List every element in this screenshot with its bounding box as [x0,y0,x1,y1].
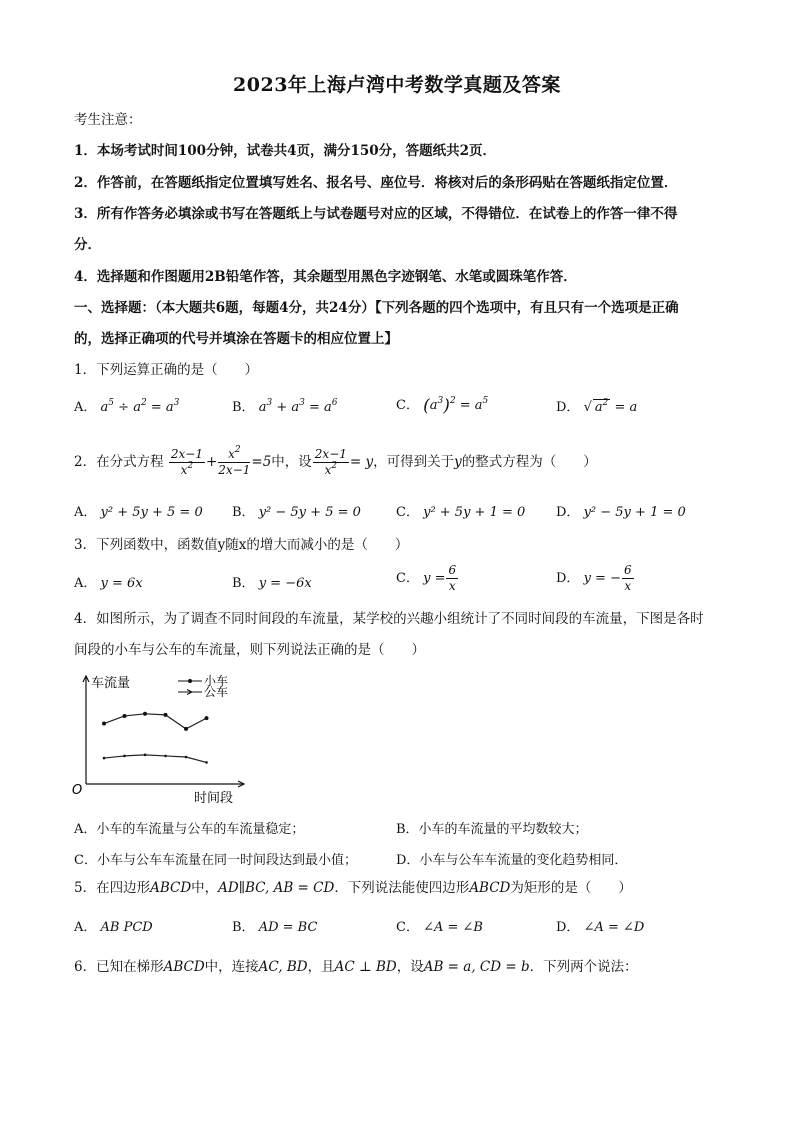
q3-option-b-formula: y = −6x [258,576,312,591]
q6-stem-part: 中，连接 [204,959,259,975]
q4-option-d: D．小车与公车车流量的变化趋势相同． [396,853,628,868]
legend-marker [188,679,192,683]
q2-option-c-formula: y² + 5y + 1 = 0 [423,505,526,520]
q2-option-a [74,501,203,520]
q5-quad: ABCD [150,880,192,896]
notice-heading: 考生注意： [74,112,142,128]
page-title: 2023年上海卢湾中考数学真题及答案 [233,74,561,96]
chart-legend [178,674,228,699]
data-point [144,754,147,757]
q4-option-b: B．小车的车流量的平均数较大； [396,822,588,837]
x-axis-label: 时间段 [194,791,234,806]
data-point [205,761,208,764]
data-point [184,727,188,731]
fraction: $\frac{6}{x}$ [623,563,632,593]
option-label: B． [232,400,255,415]
option-label: C． [396,571,419,586]
data-point [185,756,188,759]
option-label: D． [556,571,580,586]
q1-option-b [232,396,338,415]
series-line-bus [104,755,207,763]
notice-item-3: 3．所有作答务必填涂或书写在答题纸上与试卷题号对应的区域，不得错位．在试卷上的作答一律不得 [74,206,678,222]
q5-stem-part: ．下列说法能使四边形 [334,880,470,896]
q2-option-b-formula: y² − 5y + 5 = 0 [258,505,361,520]
q4-option-a: A．小车的车流量与公车的车流量稳定； [74,822,305,837]
notice-item-4: 4．选择题和作图题用2B铅笔作答，其余题型用黑色字迹钢笔、水笔或圆珠笔作答． [74,269,577,285]
q1-option-d-formula: √ $a^2 = a$ [583,398,638,415]
data-point [102,722,106,726]
q2-stem-part: 2．在分式方程 [74,454,164,470]
q4-option-c: C．小车与公车车流量在同一时间段达到最小值； [74,853,357,868]
q1-stem: 1．下列运算正确的是（ ） [74,362,259,378]
q5-option-a-formula: AB PCD [100,920,153,935]
q6-stem-part: ，且 [307,959,335,975]
q6-diagonals: AC, BD [258,959,308,975]
section1-line1: 一、选择题：（本大题共6题，每题4分，共24分）【下列各题的四个选项中，有且只有一个选项是正确 [74,300,679,316]
q5-stem-part: 为矩形的是（ ） [510,880,632,896]
option-label: A． [74,505,97,520]
q5-option-c [396,916,483,935]
data-point [123,714,127,718]
data-point [123,755,126,758]
q1-option-c-formula: $(a^3)^2 = a^5$ [423,396,489,416]
q3-option-d: D． y = − $\frac{6}{x}$ [556,563,632,593]
data-point [143,712,147,716]
q6-stem [74,958,724,976]
q5-condition: AD∥BC, AB = CD [218,880,335,896]
q2-option-a-formula: y² + 5y + 5 = 0 [100,505,203,520]
option-label: A． [74,400,97,415]
q6-assignment: AB = a, CD = b [423,959,530,975]
notice-item-1: 1．本场考试时间100分钟，试卷共4页，满分150分，答题纸共2页． [74,143,497,159]
option-label: C． [396,398,419,413]
q6-stem-part: ，设 [396,959,424,975]
option-label: B． [232,505,255,520]
notice-item-2: 2．作答前，在答题纸指定位置填写姓名、报名号、座位号．将核对后的条形码贴在答题纸指定位置． [74,175,678,191]
legend-label: 小车 [204,674,229,688]
q5-stem-part: 中， [191,880,219,896]
option-label: A． [74,920,97,935]
q1-option-a-formula: $a^5 \div a^2 = a^3$ [100,398,180,415]
q4-stem-2: 间段的小车与公车的车流量，则下列说法正确的是（ ） [74,642,425,658]
q1-option-d [556,396,637,415]
data-point [164,713,168,717]
q5-stem-part: 5．在四边形 [74,880,151,896]
q3-stem: 3．下列函数中，函数值y随x的增大而减小的是（ ） [74,537,409,553]
q3-option-a [74,572,143,591]
legend-label: 公车 [204,685,229,699]
q2-option-d [556,501,686,520]
q6-stem-part: 6．已知在梯形 [74,959,164,975]
q1-option-b-formula: $a^3 + a^3 = a^6$ [258,398,338,415]
q3-option-b [232,572,312,591]
notice-item-3-cont: 分． [74,237,101,253]
q3-option-c: C． y = $\frac{6}{x}$ [396,563,457,593]
option-label: D． [556,400,580,415]
fraction: $\frac{2x-1}{x^2}$ [314,447,347,477]
option-label: A． [74,576,97,591]
option-label: C． [396,505,419,520]
q6-stem-part: ．下列两个说法： [529,959,638,975]
q5-option-d-formula: ∠A = ∠D [583,920,645,935]
q5-quad: ABCD [469,880,511,896]
y-axis-label: 车流量 [91,676,131,691]
option-label: C． [396,920,419,935]
traffic-line-chart [66,666,256,808]
q1-option-c [396,394,488,416]
q5-option-d [556,916,644,935]
option-label: B． [232,920,255,935]
q4-stem-1: 4．如图所示，为了调查不同时间段的车流量，某学校的兴趣小组统计了不同时间段的车流量，下图是各时 [74,611,704,627]
q3-option-a-formula: y = 6x [100,576,143,591]
option-label: D． [556,505,580,520]
data-point [103,757,106,760]
q2-stem-part: 的整式方程为（ ） [461,454,597,470]
q1-option-a [74,396,179,415]
data-point [164,755,167,758]
q2-stem: 2．在分式方程 $\frac{2x-1}{x^2}$ + $\frac{x^2}{2x-1}$ =5中，设 $\frac{2x-1}{x^2}$ = y，可得到关于y的整式方程为（ ） [74,445,597,477]
q5-option-a [74,916,153,935]
q5-option-b [232,916,317,935]
chart-series [102,712,209,764]
q2-option-b [232,501,361,520]
series-line-car [104,714,207,729]
origin-label: O [72,783,83,798]
q6-perpendicular: AC ⊥ BD [334,959,397,975]
q2-stem-part: ，可得到关于 [373,454,455,470]
q2-stem-part: 中，设 [271,454,312,470]
q2-option-c [396,501,525,520]
fraction: $\frac{2x-1}{x^2}$ [170,447,203,477]
q5-option-b-formula: AD = BC [258,920,318,935]
option-label: B． [232,576,255,591]
fraction: $\frac{6}{x}$ [448,563,457,593]
q5-option-c-formula: ∠A = ∠B [423,920,483,935]
section1-line2: 的，选择正确项的代号并填涂在答题卡的相应位置上】 [74,331,398,347]
q2-option-d-formula: y² − 5y + 1 = 0 [583,505,686,520]
q5-stem [74,879,724,897]
option-label: D． [556,920,580,935]
q6-trapezoid: ABCD [163,959,205,975]
fraction: $\frac{x^2}{2x-1}$ [218,445,251,477]
data-point [205,716,209,720]
